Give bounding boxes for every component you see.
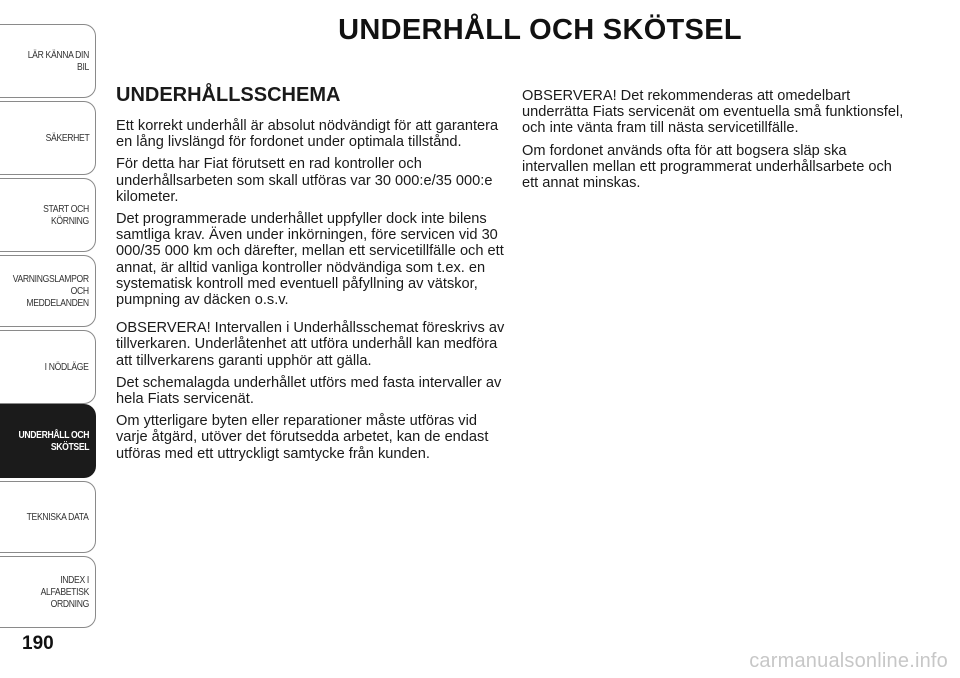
tab-tekniska-data[interactable] [0, 481, 96, 553]
sidebar-tabs [0, 0, 100, 678]
tab-i-nodlage[interactable] [0, 330, 96, 404]
left-column [116, 82, 506, 468]
paragraph: Det programmerade underhållet uppfyller dock inte bilens samtliga krav. Även under inkörningen, före servicen vid 30 000/35 000 km och därefter, mellan ett servicetillfälle och ett annat, är alltid vanliga kontroller nödvändiga som t.ex. en systematisk kontroll med eventuell påfyllning av vätskor, pumpning av däcken o.s.v. [116, 211, 504, 309]
paragraph: Det schemalagda underhållet utförs med fasta intervaller av hela Fiats servicenät. [116, 374, 502, 408]
tab-index[interactable] [0, 556, 96, 628]
tab-sakerhet[interactable] [0, 101, 96, 175]
tab-label: I NÖDLÄGE [45, 361, 89, 373]
tab-lar-kanna-din-bil[interactable] [0, 24, 96, 98]
paragraph: OBSERVERA! Intervallen i Underhållsschemat föreskrivs av tillverkaren. Underlåtenhet att utföra underhåll kan medföra att tillverkarens garanti upphör att gälla. [116, 320, 505, 369]
tab-label: TEKNISKA DATA [27, 511, 89, 523]
tab-underhall-och-skotsel[interactable] [0, 404, 96, 478]
tab-label: UNDERHÅLL OCH SKÖTSEL [18, 429, 89, 453]
paragraph: Om fordonet används ofta för att bogsera släp ska intervallen mellan ett programmerat underhållsarbete och ett annat minskas. [522, 142, 892, 192]
tab-label: LÄR KÄNNA DIN BIL [27, 49, 90, 73]
paragraph: OBSERVERA! Det rekommenderas att omedelbart underrätta Fiats servicenät om eventuella små funktionsfel, och inte vänta fram till nästa servicetillfälle. [522, 88, 904, 137]
tab-label: INDEX I ALFABETISK ORDNING [40, 574, 89, 610]
paragraph: Ett korrekt underhåll är absolut nödvändigt för att garantera en lång livslängd för fordonet under optimala tillstånd. [116, 118, 499, 151]
paragraph: För detta har Fiat förutsett en rad kontroller och underhållsarbeten som skall utföras var 30 000:e/35 000:e kilometer. [116, 156, 493, 205]
paragraph: Om ytterligare byten eller reparationer måste utföras vid varje åtgärd, utöver det förutsedda arbetet, kan de endast utföras med ett uttryckligt samtycke från kunden. [116, 413, 489, 462]
watermark: carmanualsonline.info [749, 650, 948, 672]
page-title: UNDERHÅLL OCH SKÖTSEL [338, 14, 742, 46]
tab-label: VARNINGSLAMPOR OCH MEDDELANDEN [12, 273, 89, 309]
tab-varningslampor[interactable] [0, 255, 96, 327]
page-number: 190 [22, 633, 54, 654]
tab-label: START OCH KÖRNING [43, 203, 89, 227]
tab-start-och-korning[interactable] [0, 178, 96, 252]
section-heading: UNDERHÅLLSSCHEMA [116, 84, 341, 106]
right-column [522, 88, 912, 197]
tab-label: SÄKERHET [45, 132, 89, 144]
